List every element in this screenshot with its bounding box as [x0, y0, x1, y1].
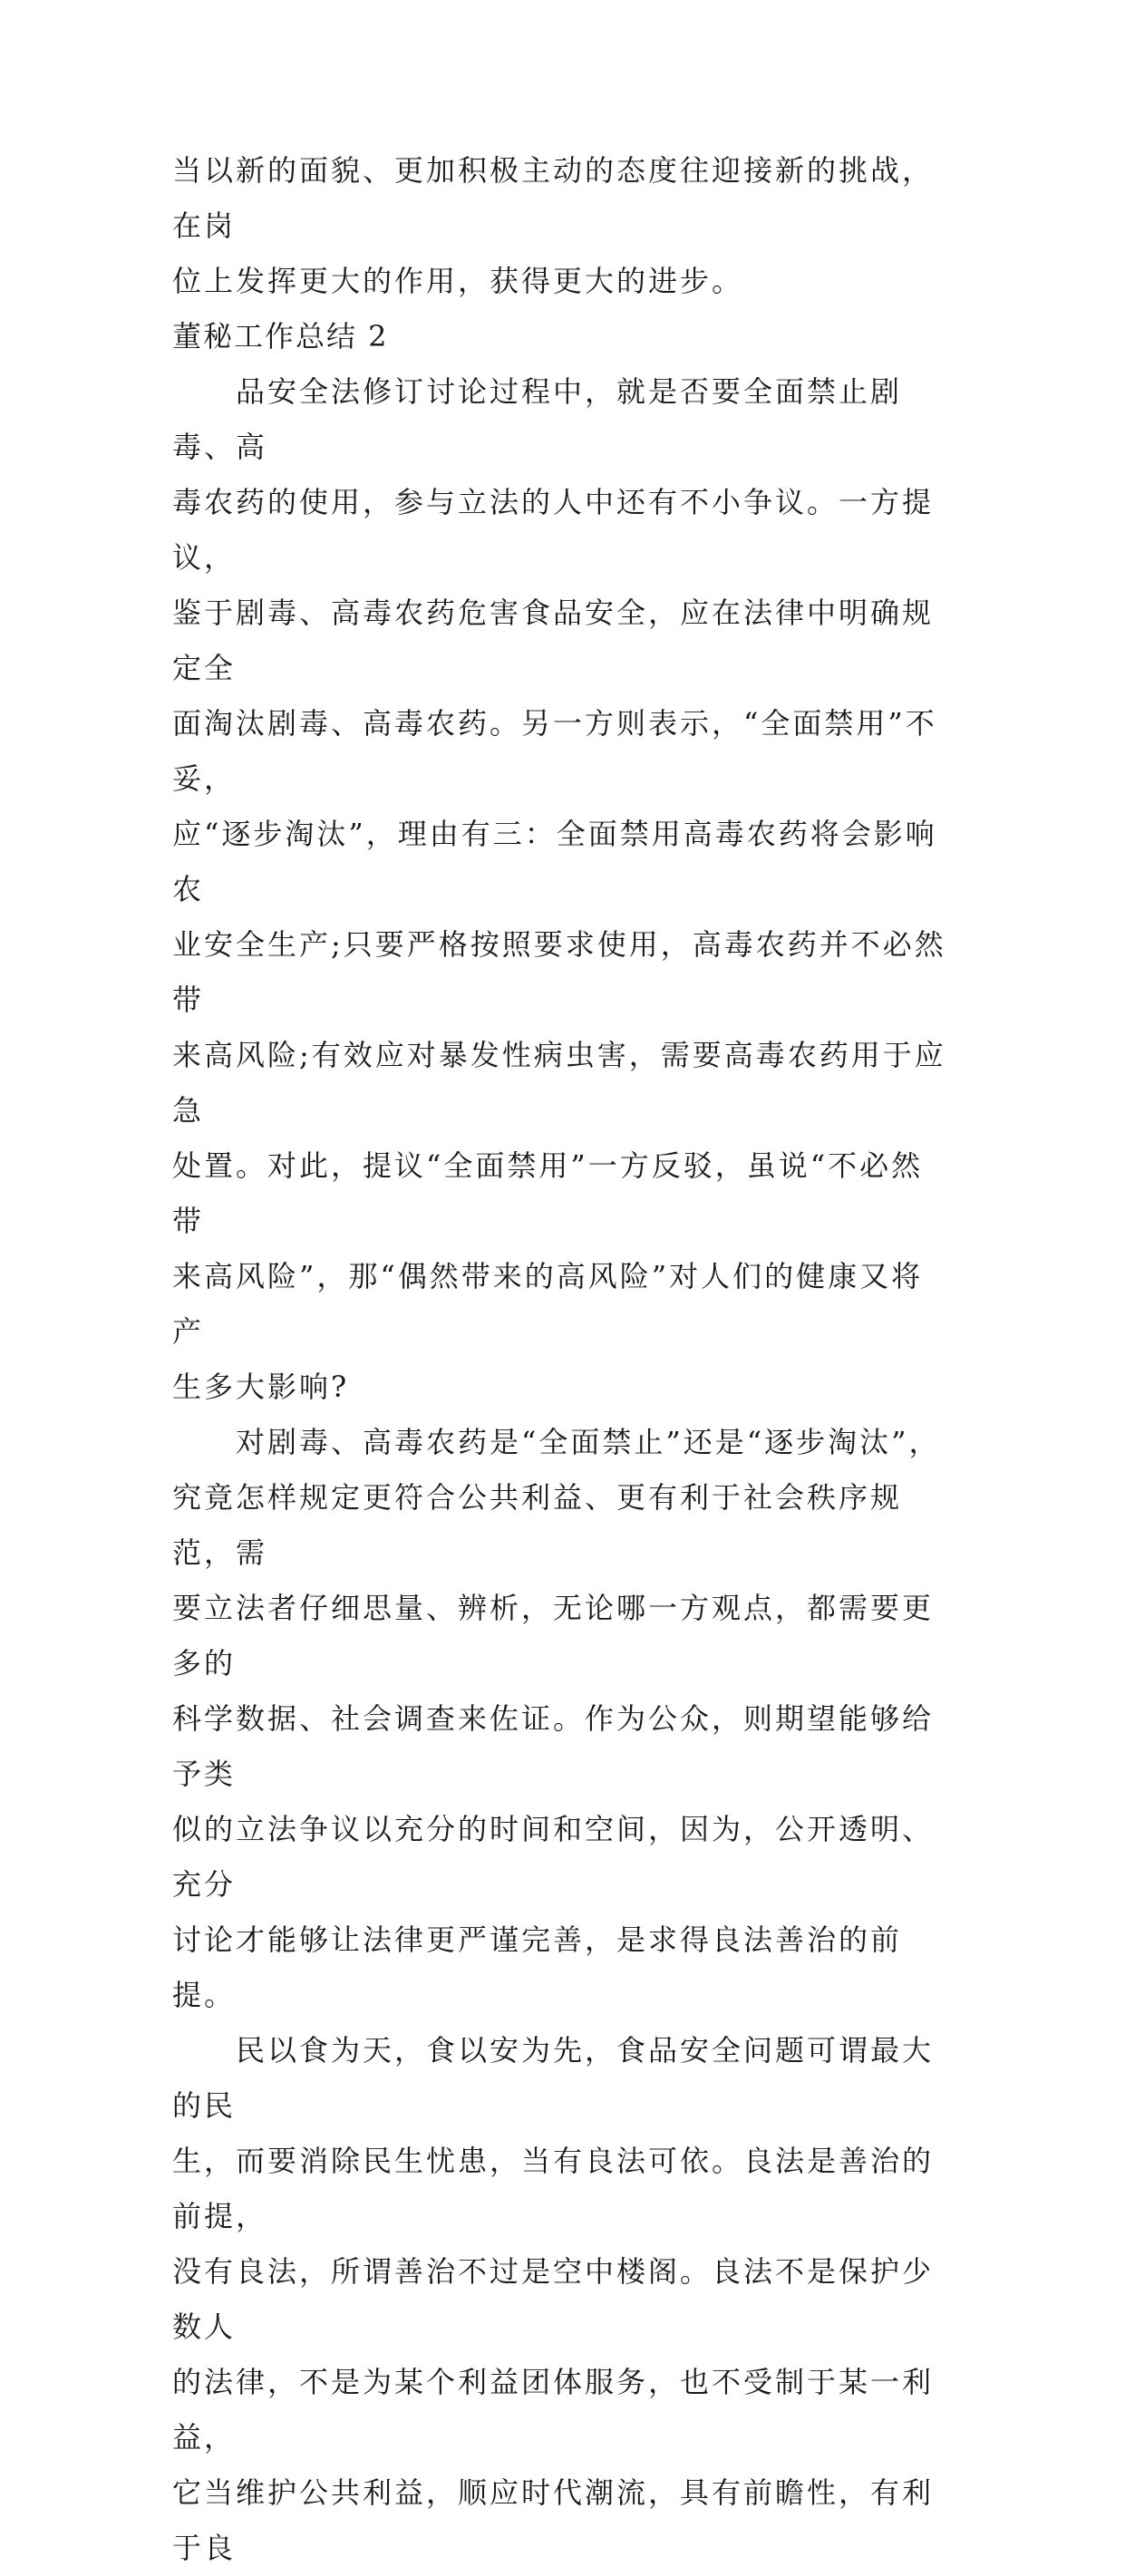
paragraph-3: 民以食为天，食以安为先，食品安全问题可谓最大的民 生，而要消除民生忧患，当有良法可依。良法是善治的前提， 没有良法，所谓善治不过是空中楼阁。良法不是保护少数人 的法律，不是为某个利益团体服务，也不受制于某一利益， 它当维护公共利益，顺应时代潮流，具有前瞻性，有利于良 [172, 2033, 935, 2565]
continuation-paragraph: 当以新的面貌、更加积极主动的态度往迎接新的挑战，在岗 位上发挥更大的作用，获得更大的进步。 [172, 153, 935, 298]
section-title: 董秘工作总结 2 [172, 319, 389, 353]
paragraph-1: 品安全法修订讨论过程中，就是否要全面禁止剧毒、高 毒农药的使用，参与立法的人中还有不小争议。一方提议， 鉴于剧毒、高毒农药危害食品安全，应在法律中明确规定全 面淘汰剧毒、高毒农药。另一方则表示，“全面禁用”不妥， 应“逐步淘汰”，理由有三：全面禁用高毒农药将会影响农 业安全生产;只要严格按照要求使用，高毒农药并不必然带 来高风险;有效应对暴发性病虫害，需要高毒农药用于应急 处置。对此，提议“全面禁用”一方反驳，虽说“不必然带 来高风险”，那“偶然带来的高风险”对人们的健康又将产 生多大影响? [172, 374, 946, 1404]
paragraph-2: 对剧毒、高毒农药是“全面禁止”还是“逐步淘汰”， 究竟怎样规定更符合公共利益、更有利于社会秩序规范，需 要立法者仔细思量、辨析，无论哪一方观点，都需要更多的 科学数据、社会调查来佐证。作为公众，则期望能够给予类 似的立法争议以充分的时间和空间，因为，公开透明、充分 讨论才能够让法律更严谨完善，是求得良法善治的前提。 [172, 1425, 941, 2012]
document-body [172, 143, 952, 2576]
